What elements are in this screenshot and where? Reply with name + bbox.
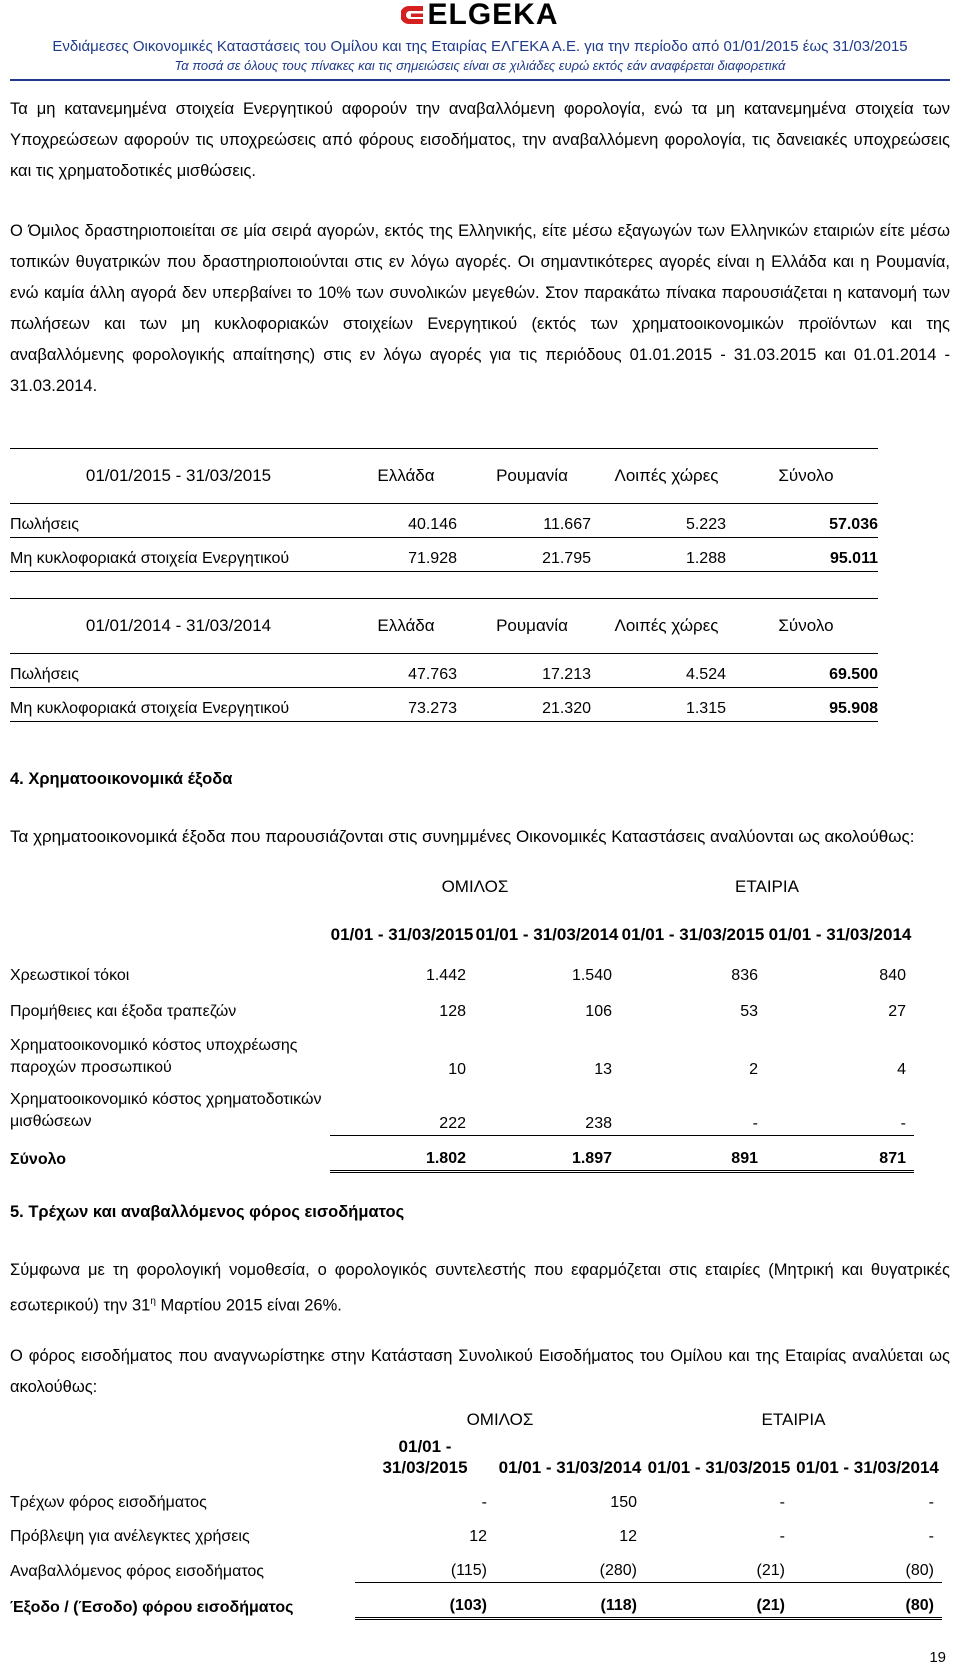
company-logo <box>0 0 960 30</box>
table-row: Μη κυκλοφοριακά στοιχεία Ενεργητικού 73.273 21.320 1.315 95.908 <box>10 688 878 722</box>
segment-table-2014 <box>10 598 878 722</box>
paragraph-markets: Ο Όμιλος δραστηριοποιείται σε μία σειρά αγορών, εκτός της Ελληνικής, είτε μέσω εξαγωγών των Ελληνικών εταιριών είτε μέσω τοπικών θυγατρικών που δραστηριοποιούνται στις εν λόγω αγορές. Οι σημαντικότερες αγορές είναι η Ελλάδα και η Ρουμανία, ενώ καμία άλλη αγορά δεν υπερβαίνει το 10% των συνολικών μεγεθών. Στον παρακάτω πίνακα παρουσιάζεται η κατανομή των πωλήσεων και των μη κυκλοφοριακών στοιχείων Ενεργητικού (εκτός των χρηματοοικονομικών προϊόντων και της αναβαλλόμενης φορολογικής απαίτησης) στις εν λόγω αγορές για τις περιόδους 01.01.2015 - 31.03.2015 και 01.01.2014 - 31.03.2014. <box>10 222 950 395</box>
col-romania: Ρουμανία <box>465 449 599 504</box>
section-4-title: 4. Χρηματοοικονομικά έξοδα <box>10 770 233 788</box>
group-header: ΟΜΙΛΟΣ <box>466 1410 534 1429</box>
table-header-groups <box>10 1406 942 1432</box>
table-row: Πρόβλεψη για ανέλεγκτες χρήσεις 12 12 - - <box>10 1528 934 1545</box>
segment-table-2015 <box>10 448 878 572</box>
page-number: 19 <box>929 1649 946 1666</box>
period-header: 01/01/2014 - 31/03/2014 <box>10 599 347 654</box>
report-title: Ενδιάμεσες Οικονομικές Καταστάσεις του Ομίλου και της Εταιρίας ΕΛΓΕΚΑ Α.Ε. για την περίοδο από 01/01/2015 έως 31/03/2015 <box>52 38 908 55</box>
table-row: Πωλήσεις 47.763 17.213 4.524 69.500 <box>10 654 878 688</box>
table-row: Χρεωστικοί τόκοι 1.442 1.540 836 840 <box>10 967 906 984</box>
col-total: Σύνολο <box>734 599 878 654</box>
company-header: ΕΤΑΙΡΙΑ <box>761 1410 826 1429</box>
table-header-periods: 01/01 - 31/03/2015 01/01 - 31/03/2014 01/01 - 31/03/2015 01/01 - 31/03/2014 <box>382 1437 939 1477</box>
finance-costs-table <box>10 873 914 1173</box>
table-row: Τρέχων φόρος εισοδήματος - 150 - - <box>10 1494 934 1511</box>
section-5-title: 5. Τρέχων και αναβαλλόμενος φόρος εισοδήματος <box>10 1203 405 1221</box>
section-4-intro: Τα χρηματοοικονομικά έξοδα που παρουσιάζονται στις συνημμένες Οικονομικές Καταστάσεις αναλύονται ως ακολούθως: <box>10 827 915 846</box>
col-romania: Ρουμανία <box>465 599 599 654</box>
col-total: Σύνολο <box>734 449 878 504</box>
segment-table-header <box>10 599 878 654</box>
table-row: Αναβαλλόμενος φόρος εισοδήματος (115) (280) (21) (80) <box>10 1548 942 1583</box>
section-5-intro: Σύμφωνα με τη φορολογική νομοθεσία, ο φορολογικός συντελεστής που εφαρμόζεται στις εταιρίες (Μητρική και θυγατρικές εσωτερικού) την $31^\eta$ Μαρτίου 2015 είναι 26%. <box>10 1261 950 1315</box>
col-other: Λοιπές χώρες <box>599 599 734 654</box>
col-greece: Ελλάδα <box>347 449 465 504</box>
table-row: Πωλήσεις 40.146 11.667 5.223 57.036 <box>10 504 878 538</box>
group-header: ΟΜΙΛΟΣ <box>441 877 509 896</box>
logo-text: ELGEKA <box>427 0 559 31</box>
table-row: Χρηματοοικονομικό κόστος υποχρέωσης παροχών προσωπικού 10 13 2 4 <box>10 1037 906 1078</box>
table-header-groups <box>10 873 914 899</box>
table-row: Προμήθειες και έξοδα τραπεζών 128 106 53 27 <box>10 1003 906 1020</box>
table-row: Χρηματοοικονομικό κόστος χρηματοδοτικών μισθώσεων 222 238 - - <box>10 1081 914 1135</box>
income-tax-table <box>10 1406 942 1620</box>
table-row: Μη κυκλοφοριακά στοιχεία Ενεργητικού 71.928 21.795 1.288 95.011 <box>10 538 878 572</box>
report-subtitle: Τα ποσά σε όλους τους πίνακες και τις σημειώσεις είναι σε χιλιάδες ευρώ εκτός εάν αναφέρεται διαφορετικά <box>174 58 786 73</box>
segment-table-header <box>10 449 878 504</box>
col-other: Λοιπές χώρες <box>599 449 734 504</box>
period-header: 01/01/2015 - 31/03/2015 <box>10 449 347 504</box>
company-header: ΕΤΑΙΡΙΑ <box>735 877 799 896</box>
col-greece: Ελλάδα <box>347 599 465 654</box>
header-divider <box>10 79 950 81</box>
table-total-row: Σύνολο 1.802 1.897 891 871 <box>10 1135 914 1171</box>
table-header-periods: 01/01 - 31/03/2015 01/01 - 31/03/2014 01/01 - 31/03/2015 01/01 - 31/03/2014 <box>330 925 912 944</box>
table-total-row: Έξοδο / (Έσοδο) φόρου εισοδήματος (103) (118) (21) (80) <box>10 1583 942 1619</box>
section-5-intro2: Ο φόρος εισοδήματος που αναγνωρίστηκε στην Κατάσταση Συνολικού Εισοδήματος του Ομίλου και της Εταιρίας αναλύεται ως ακολούθως: <box>10 1347 950 1396</box>
paragraph-unallocated: Τα μη κατανεμημένα στοιχεία Ενεργητικού αφορούν την αναβαλλόμενη φορολογία, ενώ τα μη κατανεμημένα στοιχεία των Υποχρεώσεων αφορούν τις υποχρεώσεις από φόρους εισοδήματος, την αναβαλλόμενη φορολογία, τις δανειακές υποχρεώσεις και τις χρηματοδοτικές μισθώσεις. <box>10 100 950 180</box>
elgeka-logo-icon <box>401 4 425 26</box>
